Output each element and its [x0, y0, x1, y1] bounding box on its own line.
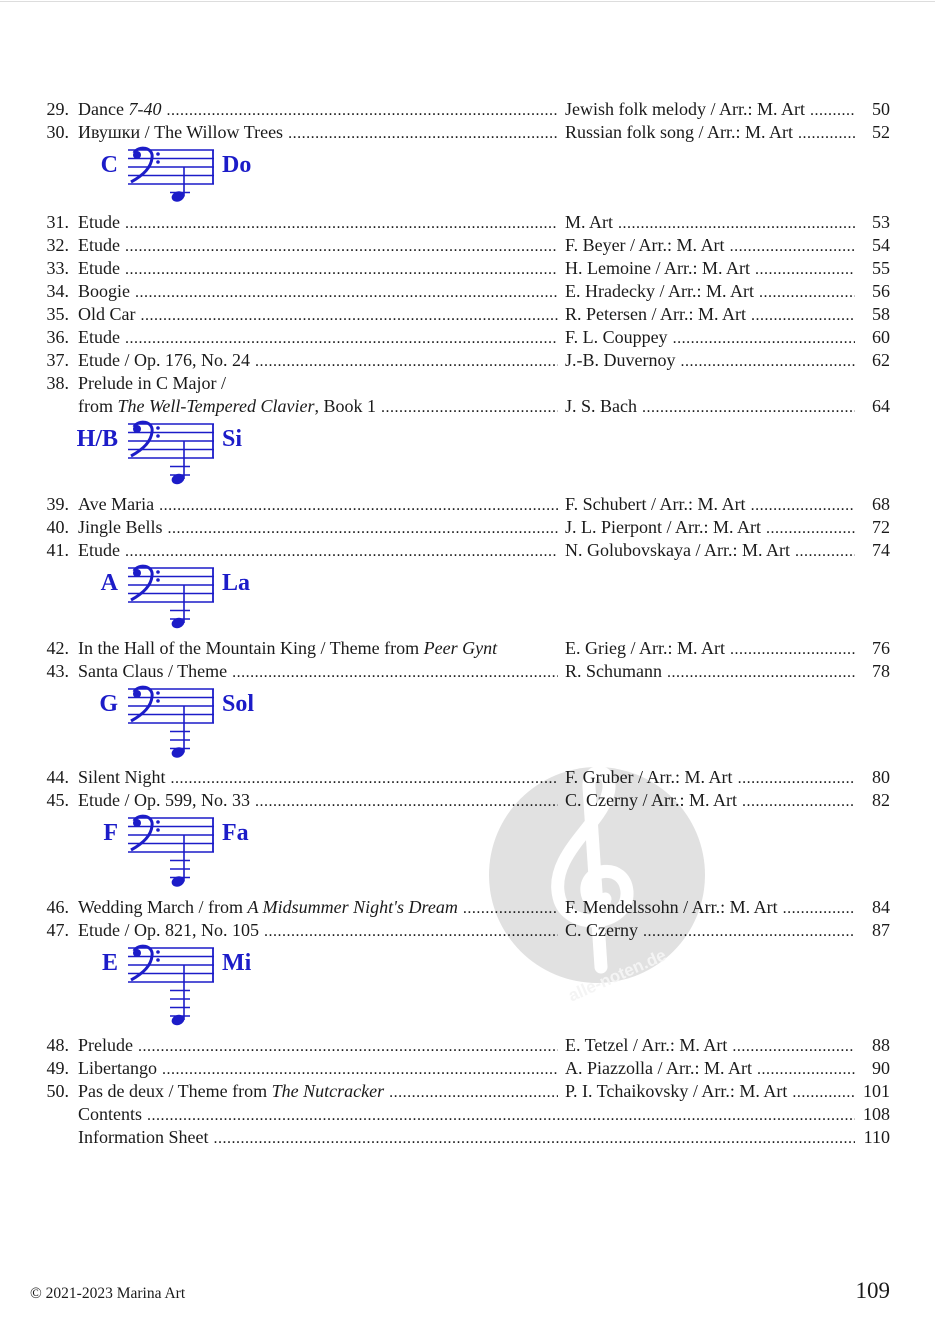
entry-title-text [78, 303, 136, 327]
composer-text: F. Schubert / Arr.: M. Art [565, 493, 746, 514]
entry-page: 90 [872, 1057, 890, 1078]
toc-entry[interactable] [0, 1103, 935, 1126]
note-letter: A [100, 569, 118, 596]
entry-title-text [78, 211, 120, 235]
note-solfege: Si [222, 425, 243, 452]
entry-number: 46. [46, 896, 69, 917]
composer-text: J. S. Bach [565, 395, 637, 416]
entry-composer [565, 516, 855, 540]
title-part: In the Hall of the Mountain King / Theme from [78, 637, 424, 658]
entry-number: 36. [46, 326, 69, 347]
toc-entry[interactable] [0, 372, 935, 395]
entry-title-text [78, 234, 120, 258]
dot-leader [783, 896, 855, 920]
entry-composer [565, 919, 855, 943]
clef-block [0, 562, 935, 637]
dot-leader [147, 1103, 855, 1127]
entry-page: 82 [872, 790, 890, 810]
entry-composer [565, 637, 855, 661]
composer-text: H. Lemoine / Arr.: M. Art [565, 257, 750, 278]
clef-block [0, 144, 935, 211]
clef-block [0, 942, 935, 1034]
entry-number: 32. [46, 234, 69, 255]
dot-leader [681, 349, 856, 373]
bass-staff-note [128, 146, 216, 207]
entry-title [78, 98, 558, 122]
title-part: Dance [78, 99, 129, 119]
dot-leader [742, 789, 855, 813]
title-part: Etude [78, 326, 120, 347]
toc-entry[interactable] [0, 1126, 935, 1149]
entry-title-text [78, 121, 283, 145]
entry-title-text [78, 349, 250, 373]
toc-entry[interactable] [0, 234, 935, 257]
dot-leader [381, 395, 558, 419]
note-solfege: La [222, 569, 251, 596]
entry-page: 50 [872, 99, 890, 119]
bass-clef-icon [131, 566, 160, 600]
entry-page: 53 [872, 211, 890, 232]
dot-leader [138, 1034, 558, 1058]
dot-leader [125, 326, 558, 350]
dot-leader [125, 539, 558, 563]
entry-number: 42. [46, 637, 69, 658]
entry-title [78, 493, 558, 517]
bass-clef-icon [131, 816, 160, 850]
entry-number: 45. [46, 790, 69, 810]
dot-leader [757, 1057, 855, 1081]
entry-number: 33. [46, 257, 69, 278]
entry-composer [565, 234, 855, 258]
dot-leader [389, 1080, 558, 1104]
entry-title [78, 1080, 558, 1104]
entry-number: 50. [46, 1080, 69, 1101]
entry-composer [565, 280, 855, 304]
dot-leader [618, 211, 855, 235]
entry-title [78, 257, 558, 281]
entry-title [78, 1126, 855, 1150]
dot-leader [755, 257, 855, 281]
entry-page: 58 [872, 303, 890, 324]
title-part: Etude / Op. 176, No. 24 [78, 349, 250, 370]
dot-leader [255, 349, 558, 373]
title-part: , Book 1 [314, 395, 376, 416]
entry-page: 74 [872, 539, 890, 560]
entry-title-text [78, 919, 259, 943]
entry-title [78, 211, 558, 235]
dot-leader [730, 637, 855, 661]
dot-leader [766, 516, 855, 540]
dot-leader [168, 516, 559, 540]
entry-page: 60 [872, 326, 890, 347]
entry-number: 29. [46, 99, 69, 119]
title-part: Boogie [78, 280, 130, 301]
entry-title-text [78, 326, 120, 350]
toc-entry[interactable] [0, 660, 935, 683]
entry-title [78, 1034, 558, 1058]
title-part: Libertango [78, 1057, 157, 1078]
dot-leader [642, 395, 855, 419]
dot-leader [751, 303, 855, 327]
entry-title [78, 660, 558, 684]
bass-clef-icon [131, 148, 160, 182]
entry-page: 72 [872, 516, 890, 537]
title-part: Prelude [78, 1034, 133, 1055]
dot-leader [125, 234, 558, 258]
entry-composer [565, 349, 855, 373]
dot-leader [162, 1057, 558, 1081]
entry-number: 38. [46, 372, 69, 393]
entry-title-text [78, 789, 250, 813]
entry-title [78, 1057, 558, 1081]
entry-title-text [78, 660, 227, 684]
entry-title [78, 303, 558, 327]
entry-page: 87 [872, 919, 890, 940]
toc-entry[interactable] [0, 257, 935, 280]
composer-text: E. Tetzel / Arr.: M. Art [565, 1034, 728, 1055]
entry-composer [565, 326, 855, 350]
toc-entry[interactable] [0, 1034, 935, 1057]
title-part: from [78, 395, 118, 416]
entry-title [78, 395, 558, 419]
entry-title-text [78, 257, 120, 281]
dot-leader [141, 303, 559, 327]
entry-page: 110 [863, 1126, 890, 1147]
dot-leader [732, 1034, 855, 1058]
entry-number: 43. [46, 660, 69, 681]
entry-number: 41. [46, 539, 69, 560]
note-solfege: Sol [222, 690, 255, 717]
entry-number: 49. [46, 1057, 69, 1078]
entry-composer [565, 789, 855, 813]
composer-text: Russian folk song / Arr.: M. Art [565, 122, 794, 142]
toc-entry[interactable] [0, 395, 935, 418]
composer-text: F. Beyer / Arr.: M. Art [565, 234, 725, 255]
bass-staff-note [128, 944, 216, 1030]
dot-leader [643, 919, 855, 943]
clef-block [0, 683, 935, 767]
dot-leader [171, 766, 558, 790]
composer-text: E. Hradecky / Arr.: M. Art [565, 280, 754, 301]
title-part: Information Sheet [78, 1126, 209, 1147]
entry-composer [565, 660, 855, 684]
italic-title-part: 7-40 [128, 99, 162, 119]
title-part: Wedding March / from [78, 896, 248, 917]
dot-leader [792, 1080, 855, 1104]
entry-page: 101 [863, 1080, 890, 1101]
entry-composer [565, 493, 855, 517]
italic-title-part: A Midsummer Night's Dream [247, 896, 458, 917]
page-number: 109 [855, 1278, 890, 1303]
composer-text: F. Mendelssohn / Arr.: M. Art [565, 896, 778, 917]
entry-composer [565, 98, 855, 122]
copyright: © 2021-2023 Marina Art [30, 1285, 186, 1302]
entry-number: 44. [46, 767, 69, 787]
title-part: Etude / Op. 599, No. 33 [78, 790, 250, 810]
dot-leader [673, 326, 855, 350]
entry-composer [565, 1034, 855, 1058]
note-letter: H/B [76, 425, 118, 452]
entry-page: 64 [872, 395, 890, 416]
entry-composer [565, 303, 855, 327]
entry-title-text [78, 372, 226, 395]
page-top-border [0, 1, 935, 2]
bass-clef-icon [131, 946, 160, 980]
title-part: Etude [78, 211, 120, 232]
note-solfege: Mi [222, 949, 252, 976]
italic-title-part: The Nutcracker [271, 1080, 385, 1101]
title-part: Contents [78, 1103, 143, 1124]
entry-composer [565, 766, 855, 790]
entry-composer [565, 211, 855, 235]
title-part: Etude [78, 234, 120, 255]
title-part: Santa Claus / Theme [78, 660, 228, 681]
entry-composer [565, 539, 855, 563]
dot-leader [810, 98, 855, 122]
entry-number: 30. [46, 122, 69, 142]
toc-entry[interactable] [0, 789, 935, 812]
entry-title-text [78, 637, 497, 660]
entry-title [78, 789, 558, 813]
entry-page: 76 [872, 637, 890, 658]
note-letter: C [100, 152, 118, 178]
toc-entry[interactable] [0, 280, 935, 303]
entry-page: 52 [872, 122, 890, 142]
dot-leader [738, 766, 855, 790]
toc-entry[interactable] [0, 349, 935, 372]
entry-page: 78 [872, 660, 890, 681]
entry-page: 108 [863, 1103, 890, 1124]
italic-title-part: Peer Gynt [423, 637, 498, 658]
entry-title-text [78, 1126, 208, 1150]
dot-leader [159, 493, 558, 517]
toc-entry[interactable] [0, 303, 935, 326]
entry-composer [565, 1057, 855, 1081]
entry-title-text [78, 896, 458, 920]
entry-number: 37. [46, 349, 69, 370]
dot-leader [730, 234, 855, 258]
title-part: Old Car [78, 303, 136, 324]
entry-title-text [78, 280, 130, 304]
dot-leader [232, 660, 558, 684]
table-of-contents [0, 98, 935, 1149]
entry-title-text [78, 395, 376, 419]
title-part: Ave Maria [78, 493, 155, 514]
entry-composer [565, 896, 855, 920]
entry-title-text [78, 1103, 142, 1127]
entry-title [78, 280, 558, 304]
clef-block [0, 418, 935, 493]
entry-composer [565, 257, 855, 281]
entry-page: 56 [872, 280, 890, 301]
title-part: Jingle Bells [78, 516, 163, 537]
toc-entry[interactable] [0, 211, 935, 234]
entry-title [78, 637, 558, 660]
toc-entry[interactable] [0, 1057, 935, 1080]
composer-text: C. Czerny [565, 919, 638, 940]
entry-page: 54 [872, 234, 890, 255]
entry-title [78, 234, 558, 258]
dot-leader [255, 789, 558, 813]
toc-entry[interactable] [0, 516, 935, 539]
composer-text: N. Golubovskaya / Arr.: M. Art [565, 539, 790, 560]
entry-page: 62 [872, 349, 890, 370]
title-part: Silent Night [78, 767, 166, 787]
bass-staff-note [128, 564, 216, 633]
bass-staff-note [128, 685, 216, 763]
watermark-text: alle-noten.de [565, 945, 669, 1006]
entry-number: 34. [46, 280, 69, 301]
bass-staff-note [128, 420, 216, 489]
toc-entry[interactable] [0, 326, 935, 349]
title-part: Etude [78, 257, 120, 278]
title-part: Etude / Op. 821, No. 105 [78, 919, 259, 940]
composer-text: F. L. Couppey [565, 326, 668, 347]
toc-entry[interactable] [0, 539, 935, 562]
entry-composer [565, 395, 855, 419]
dot-leader [798, 121, 855, 145]
dot-leader [125, 211, 558, 235]
toc-entry[interactable] [0, 766, 935, 789]
entry-title-text [78, 1080, 384, 1104]
title-part: Ивушки / The Willow Trees [78, 122, 284, 142]
entry-number: 31. [46, 211, 69, 232]
composer-text: R. Schumann [565, 660, 662, 681]
bass-clef-icon [131, 422, 160, 456]
composer-text: Jewish folk melody / Arr.: M. Art [565, 99, 805, 119]
composer-text: C. Czerny / Arr.: M. Art [565, 790, 737, 810]
composer-text: M. Art [565, 211, 614, 232]
entry-number: 40. [46, 516, 69, 537]
entry-title [78, 326, 558, 350]
dot-leader [795, 539, 855, 563]
composer-text: J.-B. Duvernoy [565, 349, 676, 370]
dot-leader [759, 280, 855, 304]
title-part: Etude [78, 539, 120, 560]
toc-entry[interactable] [0, 121, 935, 144]
toc-entry[interactable] [0, 1080, 935, 1103]
entry-title-text [78, 1057, 157, 1081]
dot-leader [751, 493, 855, 517]
entry-title [78, 121, 558, 145]
title-part: Prelude in C Major / [78, 372, 226, 393]
entry-title [78, 539, 558, 563]
entry-title [78, 349, 558, 373]
toc-entry[interactable] [0, 98, 935, 121]
dot-leader [288, 121, 558, 145]
note-letter: E [101, 949, 118, 976]
toc-entry[interactable] [0, 637, 935, 660]
entry-title-text [78, 516, 163, 540]
entry-title [78, 896, 558, 920]
entry-title [78, 919, 558, 943]
clef-block [0, 812, 935, 896]
composer-text: A. Piazzolla / Arr.: M. Art [565, 1057, 752, 1078]
entry-number: 48. [46, 1034, 69, 1055]
dot-leader [667, 660, 855, 684]
composer-text: J. L. Pierpont / Arr.: M. Art [565, 516, 762, 537]
entry-composer [565, 121, 855, 145]
italic-title-part: The Well-Tempered Clavier [117, 395, 315, 416]
composer-text: F. Gruber / Arr.: M. Art [565, 767, 733, 787]
toc-entry[interactable] [0, 919, 935, 942]
title-part: Pas de deux / Theme from [78, 1080, 272, 1101]
entry-title-text [78, 493, 154, 517]
entry-title [78, 372, 558, 395]
entry-title-text [78, 539, 120, 563]
note-solfege: Fa [222, 820, 249, 846]
entry-title [78, 766, 558, 790]
entry-number: 35. [46, 303, 69, 324]
toc-entry[interactable] [0, 493, 935, 516]
entry-title [78, 1103, 855, 1127]
dot-leader [264, 919, 558, 943]
entry-title-text [78, 1034, 133, 1058]
entry-page: 88 [872, 1034, 890, 1055]
composer-text: E. Grieg / Arr.: M. Art [565, 637, 725, 658]
dot-leader [213, 1126, 855, 1150]
dot-leader [463, 896, 558, 920]
entry-title [78, 516, 558, 540]
entry-title-text [78, 98, 161, 122]
note-solfege: Do [222, 152, 252, 178]
entry-page: 84 [872, 896, 890, 917]
note-letter: F [103, 820, 118, 846]
entry-number: 47. [46, 919, 69, 940]
dot-leader [125, 257, 558, 281]
composer-text: R. Petersen / Arr.: M. Art [565, 303, 746, 324]
entry-title-text [78, 766, 166, 790]
entry-composer [565, 1080, 855, 1104]
dot-leader [135, 280, 558, 304]
toc-entry[interactable] [0, 896, 935, 919]
bass-clef-icon [131, 687, 160, 721]
entry-page: 68 [872, 493, 890, 514]
entry-page: 55 [872, 257, 890, 278]
note-letter: G [99, 690, 118, 717]
dot-leader [166, 98, 558, 122]
entry-page: 80 [872, 767, 890, 787]
bass-staff-note [128, 814, 216, 892]
entry-number: 39. [46, 493, 69, 514]
composer-text: P. I. Tchaikovsky / Arr.: M. Art [565, 1080, 788, 1101]
